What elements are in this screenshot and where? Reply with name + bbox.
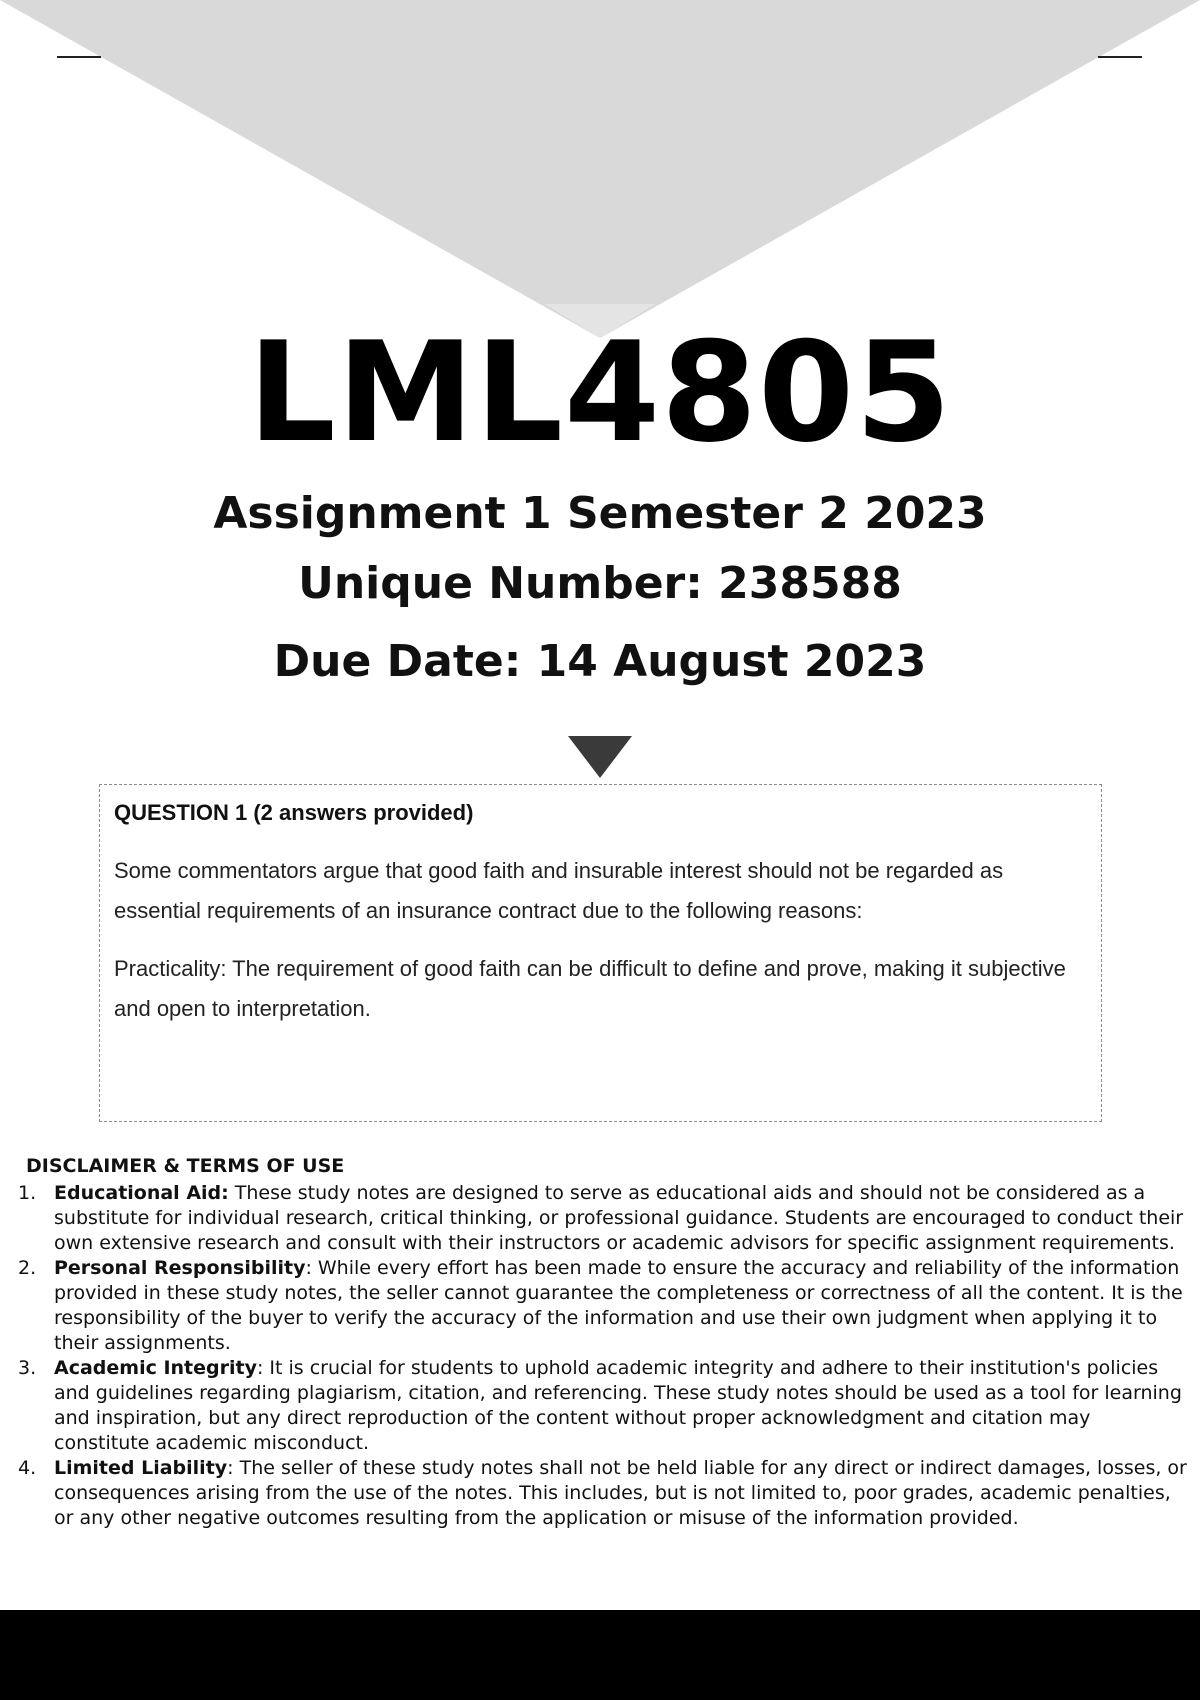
triangle-down-icon xyxy=(568,736,632,778)
disclaimer-title: DISCLAIMER & TERMS OF USE xyxy=(26,1155,345,1177)
term-heading: Educational Aid: xyxy=(54,1182,229,1204)
question-paragraph: Some commentators argue that good faith and insurable interest should not be regarded as essential requirements of an insurance contract due to the following reasons: xyxy=(114,858,1004,923)
terms-list-item xyxy=(18,1456,1190,1531)
disclaimer-section xyxy=(18,1154,1190,1531)
terms-list-item xyxy=(18,1181,1190,1256)
terms-list-item xyxy=(18,1256,1190,1356)
chevron-banner-graphic xyxy=(0,0,1200,340)
question-preview-box xyxy=(99,784,1102,1122)
footer-bar xyxy=(0,1610,1200,1700)
term-number: 2. xyxy=(18,1257,37,1279)
due-date: Due Date: 14 August 2023 xyxy=(273,636,927,687)
corner-rule-right xyxy=(1098,56,1142,58)
terms-list-item xyxy=(18,1356,1190,1456)
terms-list xyxy=(18,1181,1190,1531)
term-text: These study notes are designed to serve as educational aids and should not be considered as a substitute for individual research, critical thinking, or professional guidance. Students are encouraged to conduct their own extensive research and consult with their instructors or academic advisors for specific assignment requirements. xyxy=(54,1182,1184,1254)
term-number: 1. xyxy=(18,1182,37,1204)
term-text: : The seller of these study notes shall not be held liable for any direct or indirect damages, losses, or consequences arising from the use of the notes. This includes, but is not limited to, poor grades, academic penalties, or any other negative outcomes resulting from the application or misuse of the information provided. xyxy=(54,1457,1187,1529)
term-number: 3. xyxy=(18,1357,37,1379)
question-title: QUESTION 1 (2 answers provided) xyxy=(114,800,474,825)
term-heading: Limited Liability xyxy=(54,1457,228,1479)
unique-number: Unique Number: 238588 xyxy=(298,558,902,609)
term-heading: Academic Integrity xyxy=(54,1357,257,1379)
term-text: : It is crucial for students to uphold academic integrity and adhere to their institution's policies and guidelines regarding plagiarism, citation, and referencing. These study notes should be used as a tool for learning and inspiration, but any direct reproduction of the content without proper acknowledgment and citation may constitute academic misconduct. xyxy=(54,1357,1182,1454)
corner-rule-left xyxy=(57,56,101,58)
question-paragraph: Practicality: The requirement of good faith can be difficult to define and prove, making it subjective and open to interpretation. xyxy=(114,956,1066,1021)
course-code-title: LML4805 xyxy=(247,312,953,473)
term-number: 4. xyxy=(18,1457,37,1479)
term-heading: Personal Responsibility xyxy=(54,1257,306,1279)
term-text: : While every effort has been made to ensure the accuracy and reliability of the information provided in these study notes, the seller cannot guarantee the completeness or correctness of all the content. It is the responsibility of the buyer to verify the accuracy of the information and use their own judgment when applying it to their assignments. xyxy=(54,1257,1183,1354)
assignment-subtitle: Assignment 1 Semester 2 2023 xyxy=(213,488,987,539)
